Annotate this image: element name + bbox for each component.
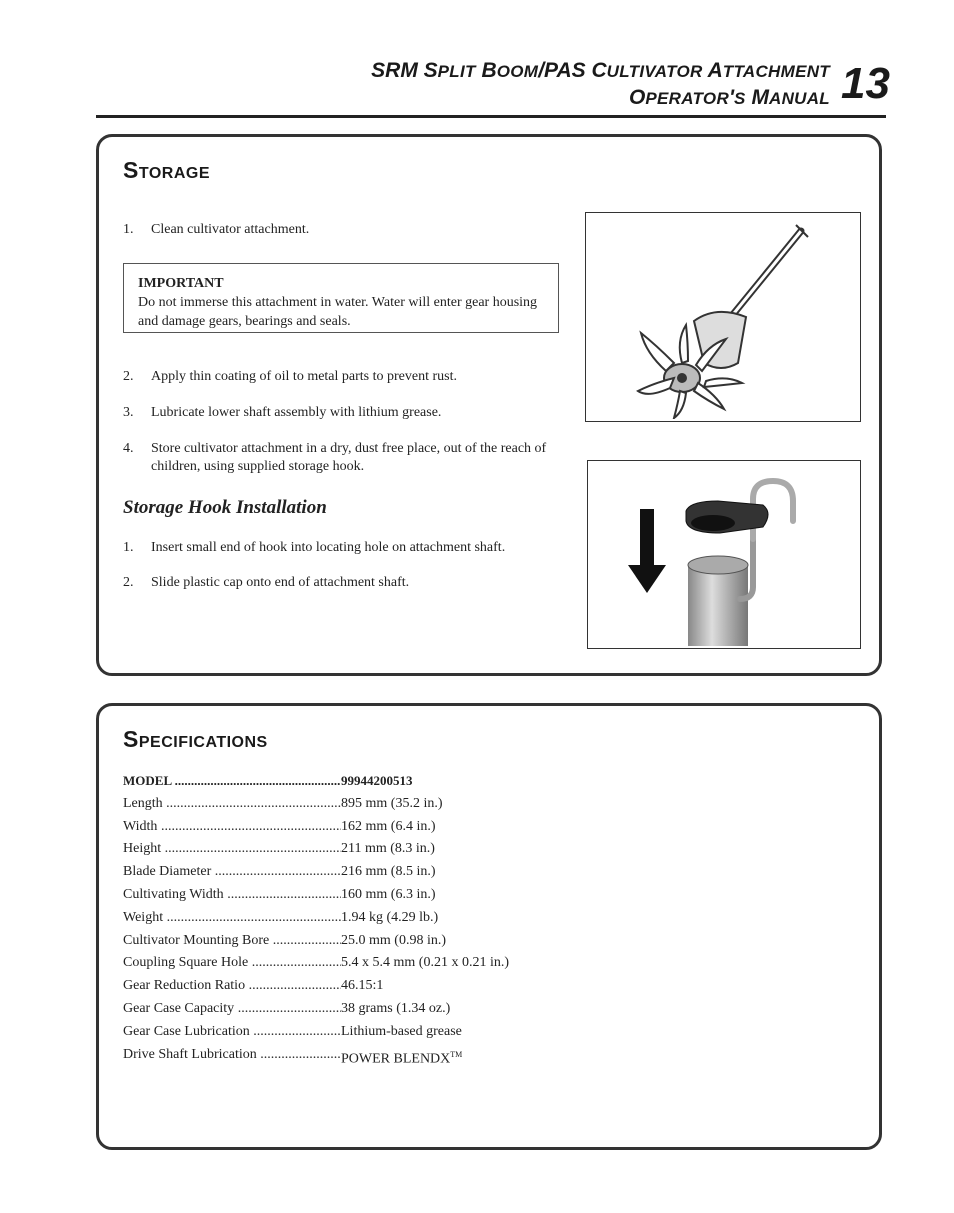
spec-label: Cultivator Mounting Bore ..... bbox=[123, 930, 341, 953]
manual-title-line2: OPERATOR'S MANUAL bbox=[629, 86, 830, 109]
specifications-panel bbox=[96, 703, 882, 1150]
spec-label: Drive Shaft Lubrication ..... bbox=[123, 1044, 341, 1071]
spec-row-model bbox=[123, 770, 543, 793]
important-label: IMPORTANT bbox=[138, 276, 224, 291]
page-number: 13 bbox=[841, 59, 890, 108]
storage-step-1: 1. Clean cultivator attachment. bbox=[123, 222, 310, 237]
spec-row bbox=[123, 838, 543, 861]
spec-value: 25.0 mm (0.98 in.) bbox=[341, 932, 446, 948]
storage-panel bbox=[96, 134, 882, 676]
manual-title bbox=[371, 58, 830, 112]
spec-row bbox=[123, 861, 543, 884]
spec-value: 211 mm (8.3 in.) bbox=[341, 841, 435, 857]
cultivator-illustration bbox=[585, 212, 861, 422]
important-text: Do not immerse this attachment in water. Water will enter gear housing and damage gears, bearings and seals. bbox=[138, 295, 538, 329]
important-notice bbox=[123, 263, 559, 333]
spec-row bbox=[123, 907, 543, 930]
hook-install-heading: Storage Hook Installation bbox=[123, 497, 327, 518]
spec-row bbox=[123, 998, 543, 1021]
trademark-mark: TM bbox=[450, 1049, 463, 1059]
spec-row bbox=[123, 930, 543, 953]
header-rule bbox=[96, 115, 886, 118]
specs-table bbox=[123, 770, 543, 1071]
spec-row bbox=[123, 884, 543, 907]
spec-value: 216 mm (8.5 in.) bbox=[341, 864, 436, 880]
spec-row bbox=[123, 816, 543, 839]
spec-value: POWER BLENDX™ bbox=[341, 1049, 463, 1067]
spec-label: Width ..... bbox=[123, 816, 341, 839]
storage-heading: STORAGE bbox=[123, 157, 210, 183]
spec-label: Weight ..... bbox=[123, 907, 341, 930]
hook-step-1: 1. Insert small end of hook into locating hole on attachment shaft. bbox=[123, 540, 506, 555]
spec-label: Coupling Square Hole ..... bbox=[123, 952, 341, 975]
spec-value: Lithium-based grease bbox=[341, 1023, 462, 1039]
spec-value: 1.94 kg (4.29 lb.) bbox=[341, 909, 439, 925]
storage-step-4: 4. Store cultivator attachment in a dry, dust free place, out of the reach of children, using supplied storage hook. bbox=[123, 441, 547, 474]
spec-label: Gear Case Lubrication ..... bbox=[123, 1021, 341, 1044]
specifications-heading: SPECIFICATIONS bbox=[123, 726, 268, 752]
spec-value: 895 mm (35.2 in.) bbox=[341, 795, 443, 811]
storage-step-3: 3. Lubricate lower shaft assembly with lithium grease. bbox=[123, 405, 442, 420]
spec-label: Cultivating Width ..... bbox=[123, 884, 341, 907]
spec-value: 38 grams (1.34 oz.) bbox=[341, 1000, 451, 1016]
spec-value: 46.15:1 bbox=[341, 978, 384, 994]
hook-step-2: 2. Slide plastic cap onto end of attachment shaft. bbox=[123, 575, 410, 590]
storage-step-2: 2. Apply thin coating of oil to metal parts to prevent rust. bbox=[123, 369, 457, 384]
spec-row bbox=[123, 975, 543, 998]
spec-label: Height ..... bbox=[123, 838, 341, 861]
spec-value: 162 mm (6.4 in.) bbox=[341, 818, 436, 834]
spec-row-drive-shaft bbox=[123, 1044, 543, 1071]
spec-value: 99944200513 bbox=[341, 773, 413, 788]
storage-hook-illustration bbox=[587, 460, 861, 649]
spec-row bbox=[123, 1021, 543, 1044]
spec-label: Gear Case Capacity ..... bbox=[123, 998, 341, 1021]
spec-label: Length ..... bbox=[123, 793, 341, 816]
spec-label: MODEL ..... bbox=[123, 770, 341, 793]
spec-label: Blade Diameter ..... bbox=[123, 861, 341, 884]
spec-label: Gear Reduction Ratio ..... bbox=[123, 975, 341, 998]
spec-value: 160 mm (6.3 in.) bbox=[341, 886, 436, 902]
spec-row bbox=[123, 952, 543, 975]
spec-row bbox=[123, 793, 543, 816]
manual-title-line1: SRM SPLIT BOOM/PAS CULTIVATOR ATTACHMENT bbox=[371, 59, 830, 82]
spec-value: 5.4 x 5.4 mm (0.21 x 0.21 in.) bbox=[341, 955, 509, 971]
